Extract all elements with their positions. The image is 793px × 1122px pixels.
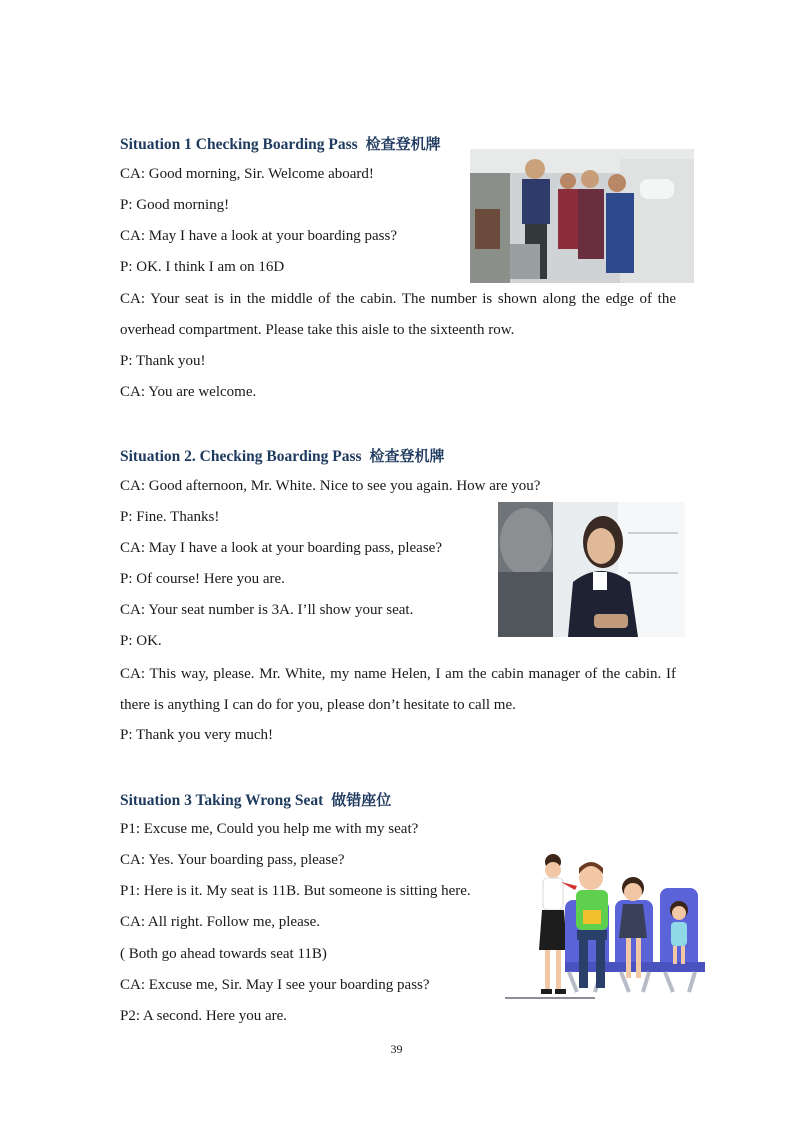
situation-1-title: Situation 1 Checking Boarding Pass xyxy=(120,136,358,153)
dialogue-line: P1: Here is it. My seat is 11B. But someone is sitting here. xyxy=(120,883,471,899)
boarding-photo-1 xyxy=(470,149,694,283)
dialogue-line: ( Both go ahead towards seat 11B) xyxy=(120,946,327,962)
situation-2-title: Situation 2. Checking Boarding Pass xyxy=(120,448,362,465)
dialogue-line: CA: Good afternoon, Mr. White. Nice to see you again. How are you? xyxy=(120,478,541,494)
dialogue-line: P: Thank you! xyxy=(120,353,206,369)
page-number: 39 xyxy=(390,1042,403,1056)
dialogue-line: CA: May I have a look at your boarding pass? xyxy=(120,228,398,244)
dialogue-line: CA: Your seat number is 3A. I’ll show your seat. xyxy=(120,602,414,618)
dialogue-line: CA: May I have a look at your boarding pass, please? xyxy=(120,540,442,556)
dialogue-paragraph: CA: This way, please. Mr. White, my name Helen, I am the cabin manager of the cabin. If there is anything I can do for you, please don’t hesitate to call me. xyxy=(120,666,676,713)
dialogue-line: P: OK. xyxy=(120,633,162,649)
dialogue-line: P: Fine. Thanks! xyxy=(120,509,220,525)
dialogue-line: CA: Yes. Your boarding pass, please? xyxy=(120,852,345,868)
situation-2-title-cn: 检查登机牌 xyxy=(369,447,445,465)
dialogue-line: CA: Good morning, Sir. Welcome aboard! xyxy=(120,166,374,182)
situation-3-heading xyxy=(120,789,391,810)
dialogue-line: P2: A second. Here you are. xyxy=(120,1008,288,1024)
dialogue-line: P: OK. I think I am on 16D xyxy=(120,259,285,275)
situation-1-title-cn: 检查登机牌 xyxy=(365,135,441,153)
dialogue-paragraph: CA: Your seat is in the middle of the cabin. The number is shown along the edge of the overhead compartment. Please take this aisle to the sixteenth row. xyxy=(120,291,676,338)
situation-1-heading xyxy=(120,133,441,154)
situation-3-title-cn: 做错座位 xyxy=(331,791,392,809)
cabin-manager-photo xyxy=(498,502,685,637)
dialogue-line: P: Good morning! xyxy=(120,197,230,213)
dialogue-line: P: Thank you very much! xyxy=(120,727,274,743)
dialogue-line: P: Of course! Here you are. xyxy=(120,571,285,587)
dialogue-line: P1: Excuse me, Could you help me with my seat? xyxy=(120,821,419,837)
situation-2-heading xyxy=(120,445,444,466)
dialogue-line: CA: Excuse me, Sir. May I see your boarding pass? xyxy=(120,977,430,993)
situation-3-title: Situation 3 Taking Wrong Seat xyxy=(120,792,324,809)
dialogue-line: CA: All right. Follow me, please. xyxy=(120,914,320,930)
dialogue-line: CA: You are welcome. xyxy=(120,384,257,400)
cabin-seating-illustration xyxy=(505,852,710,1002)
